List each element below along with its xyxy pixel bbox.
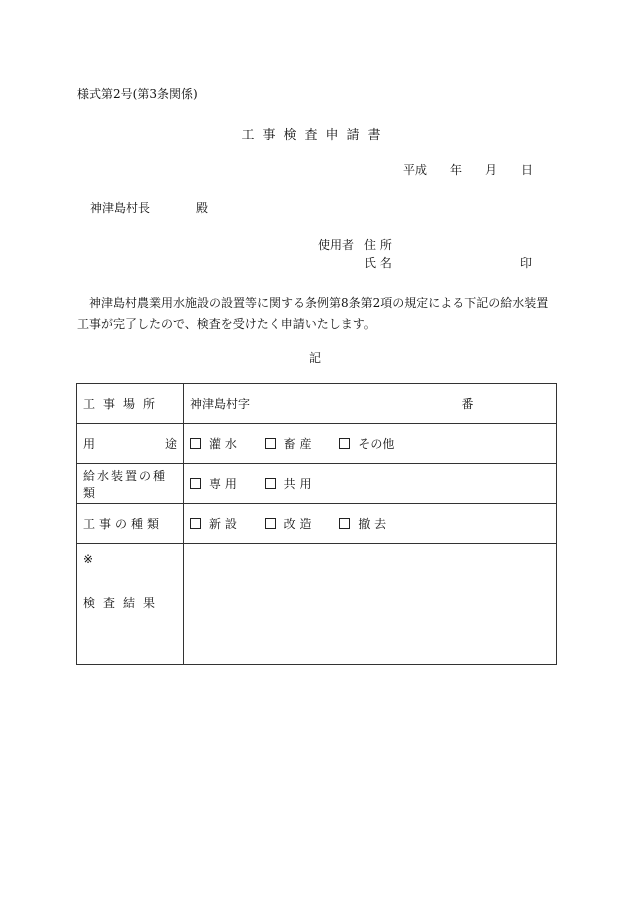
row-location	[77, 384, 557, 424]
label-work-type: 工事の種類	[83, 517, 164, 531]
checkbox-icon[interactable]	[190, 438, 201, 449]
row-inspection-result	[77, 544, 557, 665]
applicant-name-label: 氏 名	[364, 256, 392, 270]
ki-heading: 記	[308, 351, 321, 365]
supply-option-shared[interactable]: 共 用	[265, 475, 312, 492]
work-option-modify[interactable]: 改 造	[265, 515, 312, 532]
inspection-result-field[interactable]	[184, 544, 557, 665]
usage-option-other[interactable]: その他	[339, 435, 394, 452]
date-day: 日	[521, 163, 534, 177]
label-inspection-result: 検査結果	[83, 596, 164, 610]
note-mark: ※	[83, 552, 94, 566]
location-value: 神津島村字	[190, 397, 251, 411]
seal-mark: 印	[520, 256, 533, 270]
applicant-prefix: 使用者	[318, 238, 355, 252]
checkbox-icon[interactable]	[265, 438, 276, 449]
usage-option-livestock[interactable]: 畜 産	[265, 435, 312, 452]
checkbox-icon[interactable]	[339, 518, 350, 529]
checkbox-icon[interactable]	[265, 518, 276, 529]
supply-option-private[interactable]: 専 用	[190, 475, 237, 492]
checkbox-icon[interactable]	[190, 518, 201, 529]
checkbox-icon[interactable]	[265, 478, 276, 489]
date-year: 年	[450, 163, 463, 177]
inspection-form-table	[76, 383, 557, 665]
applicant-address-label: 住 所	[364, 238, 392, 252]
work-option-remove[interactable]: 撤 去	[339, 515, 386, 532]
addressee-honorific: 殿	[196, 201, 209, 215]
document-title: 工事検査申請書	[241, 128, 389, 143]
date-month: 月	[485, 163, 498, 177]
label-usage-right: 途	[164, 437, 177, 451]
label-supply-type: 給水装置の種類	[83, 468, 168, 500]
location-suffix: 番	[461, 397, 474, 411]
application-statement: 神津島村農業用水施設の設置等に関する条例第8条第2項の規定による下記の給水装置工事が完了したので、検査を受けたく申請いたします。	[77, 296, 549, 331]
form-number: 様式第2号(第3条関係)	[77, 87, 198, 101]
label-usage-left: 用	[83, 437, 96, 451]
row-usage	[77, 424, 557, 464]
label-location: 工事場所	[83, 397, 164, 411]
usage-option-irrigation[interactable]: 灌 水	[190, 435, 237, 452]
work-option-new[interactable]: 新 設	[190, 515, 237, 532]
row-supply-type	[77, 464, 557, 504]
date-era: 平成	[403, 163, 428, 177]
checkbox-icon[interactable]	[190, 478, 201, 489]
checkbox-icon[interactable]	[339, 438, 350, 449]
addressee-name: 神津島村長	[90, 201, 151, 215]
row-work-type	[77, 504, 557, 544]
